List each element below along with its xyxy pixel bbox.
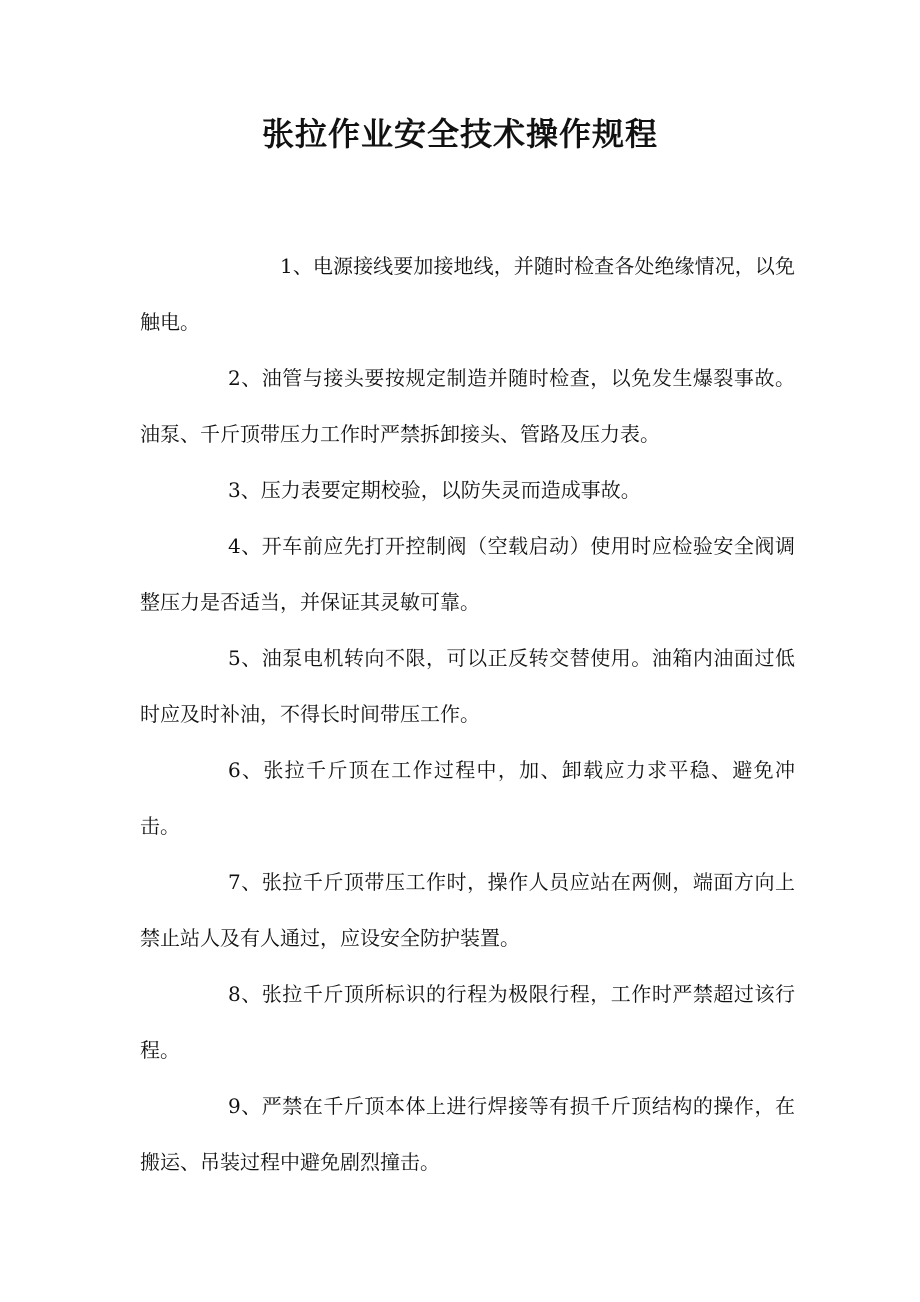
document-body — [140, 238, 795, 1190]
paragraph-item-4: 4、开车前应先打开控制阀（空载启动）使用时应检验安全阀调整压力是否适当，并保证其灵敏可靠。 — [140, 534, 795, 614]
paragraph-item-9: 9、严禁在千斤顶本体上进行焊接等有损千斤顶结构的操作，在搬运、吊装过程中避免剧烈撞击。 — [140, 1094, 795, 1174]
paragraph-item-2: 2、油管与接头要按规定制造并随时检查，以免发生爆裂事故。油泵、千斤顶带压力工作时严禁拆卸接头、管路及压力表。 — [140, 366, 795, 446]
paragraph-item-8: 8、张拉千斤顶所标识的行程为极限行程，工作时严禁超过该行程。 — [140, 982, 795, 1062]
paragraph-item-7: 7、张拉千斤顶带压工作时，操作人员应站在两侧，端面方向上禁止站人及有人通过，应设安全防护装置。 — [140, 870, 795, 950]
paragraph-item-5: 5、油泵电机转向不限，可以正反转交替使用。油箱内油面过低时应及时补油，不得长时间带压工作。 — [140, 646, 795, 726]
paragraph-item-6: 6、张拉千斤顶在工作过程中，加、卸载应力求平稳、避免冲击。 — [140, 758, 795, 838]
paragraph-item-1: 1、电源接线要加接地线，并随时检查各处绝缘情况，以免触电。 — [140, 254, 795, 334]
paragraph-item-3: 3、压力表要定期校验，以防失灵而造成事故。 — [228, 478, 641, 502]
document-title: 张拉作业安全技术操作规程 — [261, 115, 658, 153]
